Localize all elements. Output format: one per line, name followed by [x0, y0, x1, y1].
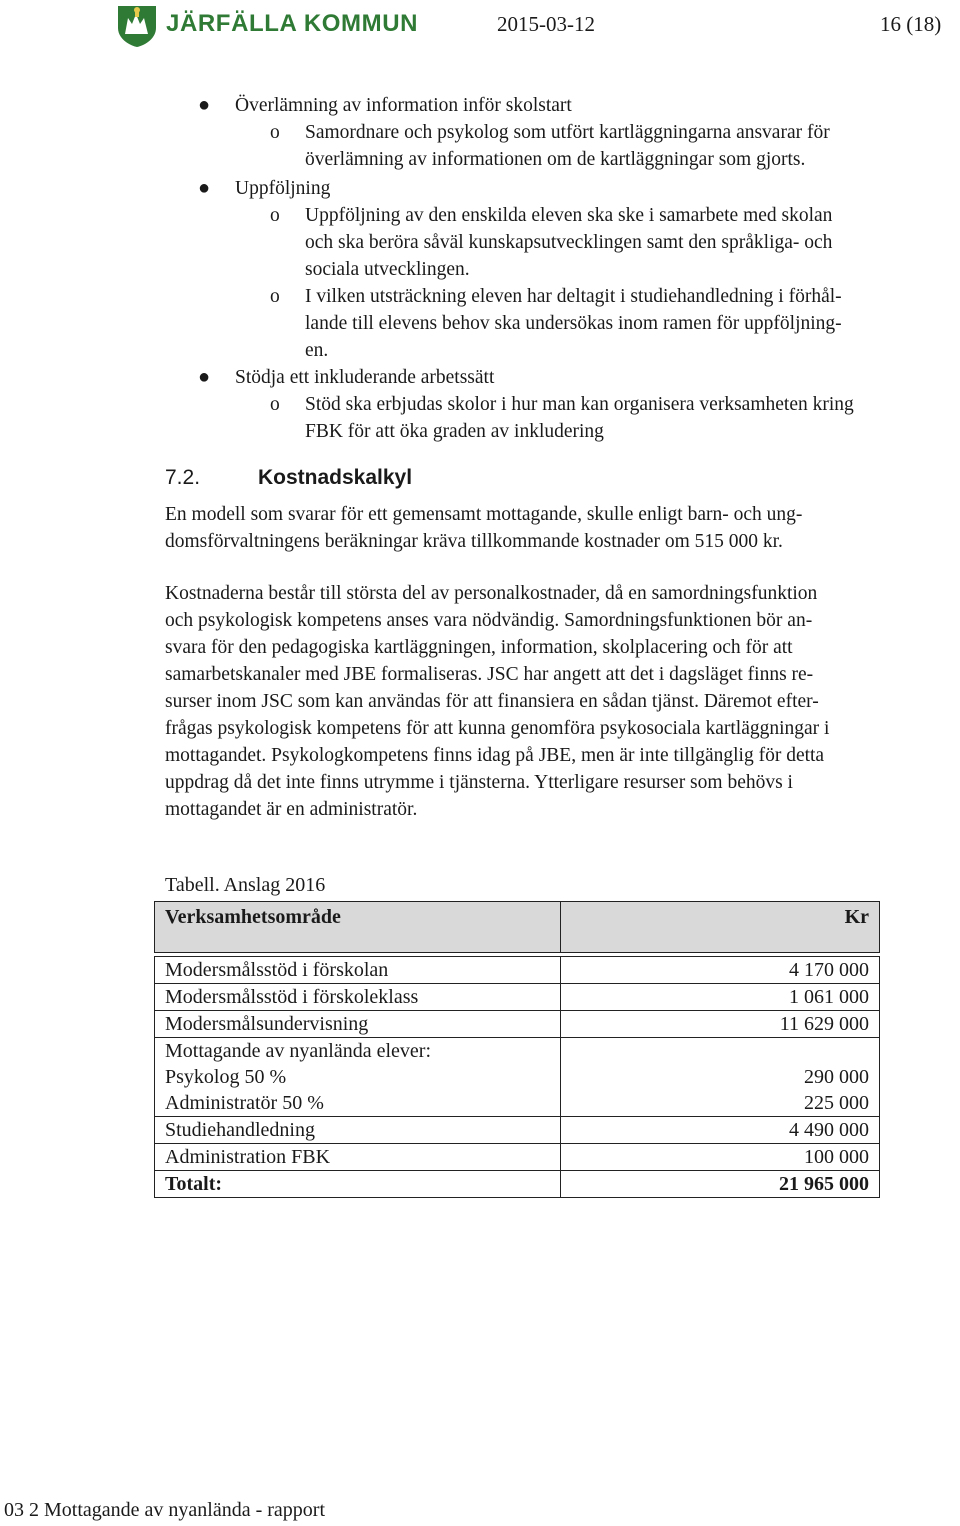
paragraph-line: Kostnaderna består till största del av personalkostnader, då en samordningsfunktion	[165, 583, 818, 604]
document-date: 2015-03-12	[497, 12, 595, 36]
list-item-text: FBK för att öka graden av inkludering	[305, 421, 604, 442]
sub-bullet-marker: o	[270, 205, 280, 226]
row-label: Modersmålsundervisning	[155, 1011, 561, 1038]
list-item-text: en.	[305, 340, 329, 361]
row-value: 4 490 000	[561, 1117, 880, 1144]
column-header: Verksamhetsområde	[155, 902, 561, 953]
list-item-text: Stöd ska erbjudas skolor i hur man kan organisera verksamheten kring	[305, 394, 854, 415]
table-row	[155, 984, 880, 1011]
paragraph-line: mottagandet. Psykologkompetens finns idag på JBE, men är inte tillgänglig för detta	[165, 745, 825, 766]
org-name: JÄRFÄLLA KOMMUN	[166, 10, 419, 37]
paragraph-line: svara för den pedagogiska kartläggningen, information, skolplacering och för att	[165, 637, 793, 658]
row-value: 290 000	[804, 1066, 869, 1088]
bullet-icon: ●	[198, 366, 211, 388]
row-label: Administratör 50 %	[165, 1092, 324, 1114]
org-logo	[116, 4, 419, 48]
column-header: Kr	[561, 902, 880, 953]
paragraph-line: domsförvaltningens beräkningar kräva tillkommande kostnader om 515 000 kr.	[165, 531, 783, 552]
list-item-text: och ska beröra såväl kunskapsutvecklingen samt den språkliga- och	[305, 232, 833, 253]
list-item-text: lande till elevens behov ska undersökas inom ramen för uppföljning-	[305, 313, 842, 334]
paragraph-line: och psykologisk kompetens anses vara nödvändig. Samordningsfunktionen bör an-	[165, 610, 813, 631]
total-label: Totalt:	[155, 1171, 561, 1198]
list-item-text: överlämning av informationen om de kartläggningar som gjorts.	[305, 149, 806, 170]
section-number: 7.2.	[165, 466, 201, 489]
row-label: Studiehandledning	[155, 1117, 561, 1144]
page-number: 16 (18)	[880, 12, 942, 36]
row-label: Administration FBK	[155, 1144, 561, 1171]
sub-bullet-marker: o	[270, 286, 280, 307]
table-row	[155, 957, 880, 984]
list-item-title: Uppföljning	[235, 178, 331, 199]
table-row	[155, 1144, 880, 1171]
budget-table	[154, 901, 880, 1198]
table-row	[155, 1011, 880, 1038]
row-label: Modersmålsstöd i förskoleklass	[155, 984, 561, 1011]
list-item-text: Samordnare och psykolog som utfört kartläggningarna ansvarar för	[305, 122, 830, 143]
section-title: Kostnadskalkyl	[258, 466, 413, 489]
table-header-row	[155, 902, 880, 953]
list-item-text: Uppföljning av den enskilda eleven ska ske i samarbete med skolan	[305, 205, 833, 226]
table-total-row	[155, 1171, 880, 1198]
paragraph-line: frågas psykologisk kompetens för att kunna genomföra psykosociala kartläggningar i	[165, 718, 830, 739]
footer-text: 03 2 Mottagande av nyanlända - rapport	[4, 1499, 326, 1521]
sub-bullet-marker: o	[270, 122, 280, 143]
list-item-text: I vilken utsträckning eleven har deltagit i studiehandledning i förhål-	[305, 286, 842, 307]
bullet-icon: ●	[198, 94, 211, 116]
row-value: 100 000	[561, 1144, 880, 1171]
paragraph-line: En modell som svarar för ett gemensamt mottagande, skulle enligt barn- och ung-	[165, 504, 803, 525]
paragraph-line: mottagandet är en administratör.	[165, 799, 418, 820]
row-value: 11 629 000	[561, 1011, 880, 1038]
paragraph-line: samarbetskanaler med JBE formaliseras. JSC har angett att det i dagsläget finns re-	[165, 664, 814, 685]
table-row	[155, 1117, 880, 1144]
table-row-group	[155, 1038, 880, 1117]
row-value: 225 000	[804, 1092, 869, 1114]
row-value-group	[561, 1038, 880, 1117]
list-item-text: sociala utvecklingen.	[305, 259, 470, 280]
coat-of-arms-icon	[116, 4, 158, 48]
list-item-title: Överlämning av information inför skolstart	[235, 95, 572, 116]
sub-bullet-marker: o	[270, 394, 280, 415]
row-label-group	[155, 1038, 561, 1117]
row-label: Modersmålsstöd i förskolan	[155, 957, 561, 984]
row-label: Psykolog 50 %	[165, 1066, 287, 1088]
paragraph-line: surser inom JSC som kan användas för att finansiera en sådan tjänst. Däremot efter-	[165, 691, 819, 712]
row-value: 1 061 000	[561, 984, 880, 1011]
row-value: 4 170 000	[561, 957, 880, 984]
list-item-title: Stödja ett inkluderande arbetssätt	[235, 367, 495, 388]
table-caption: Tabell. Anslag 2016	[165, 874, 326, 896]
paragraph-line: uppdrag då det inte finns utrymme i tjänsterna. Ytterligare resurser som behövs i	[165, 772, 793, 793]
bullet-icon: ●	[198, 177, 211, 199]
total-value: 21 965 000	[561, 1171, 880, 1198]
group-heading: Mottagande av nyanlända elever:	[165, 1040, 431, 1062]
